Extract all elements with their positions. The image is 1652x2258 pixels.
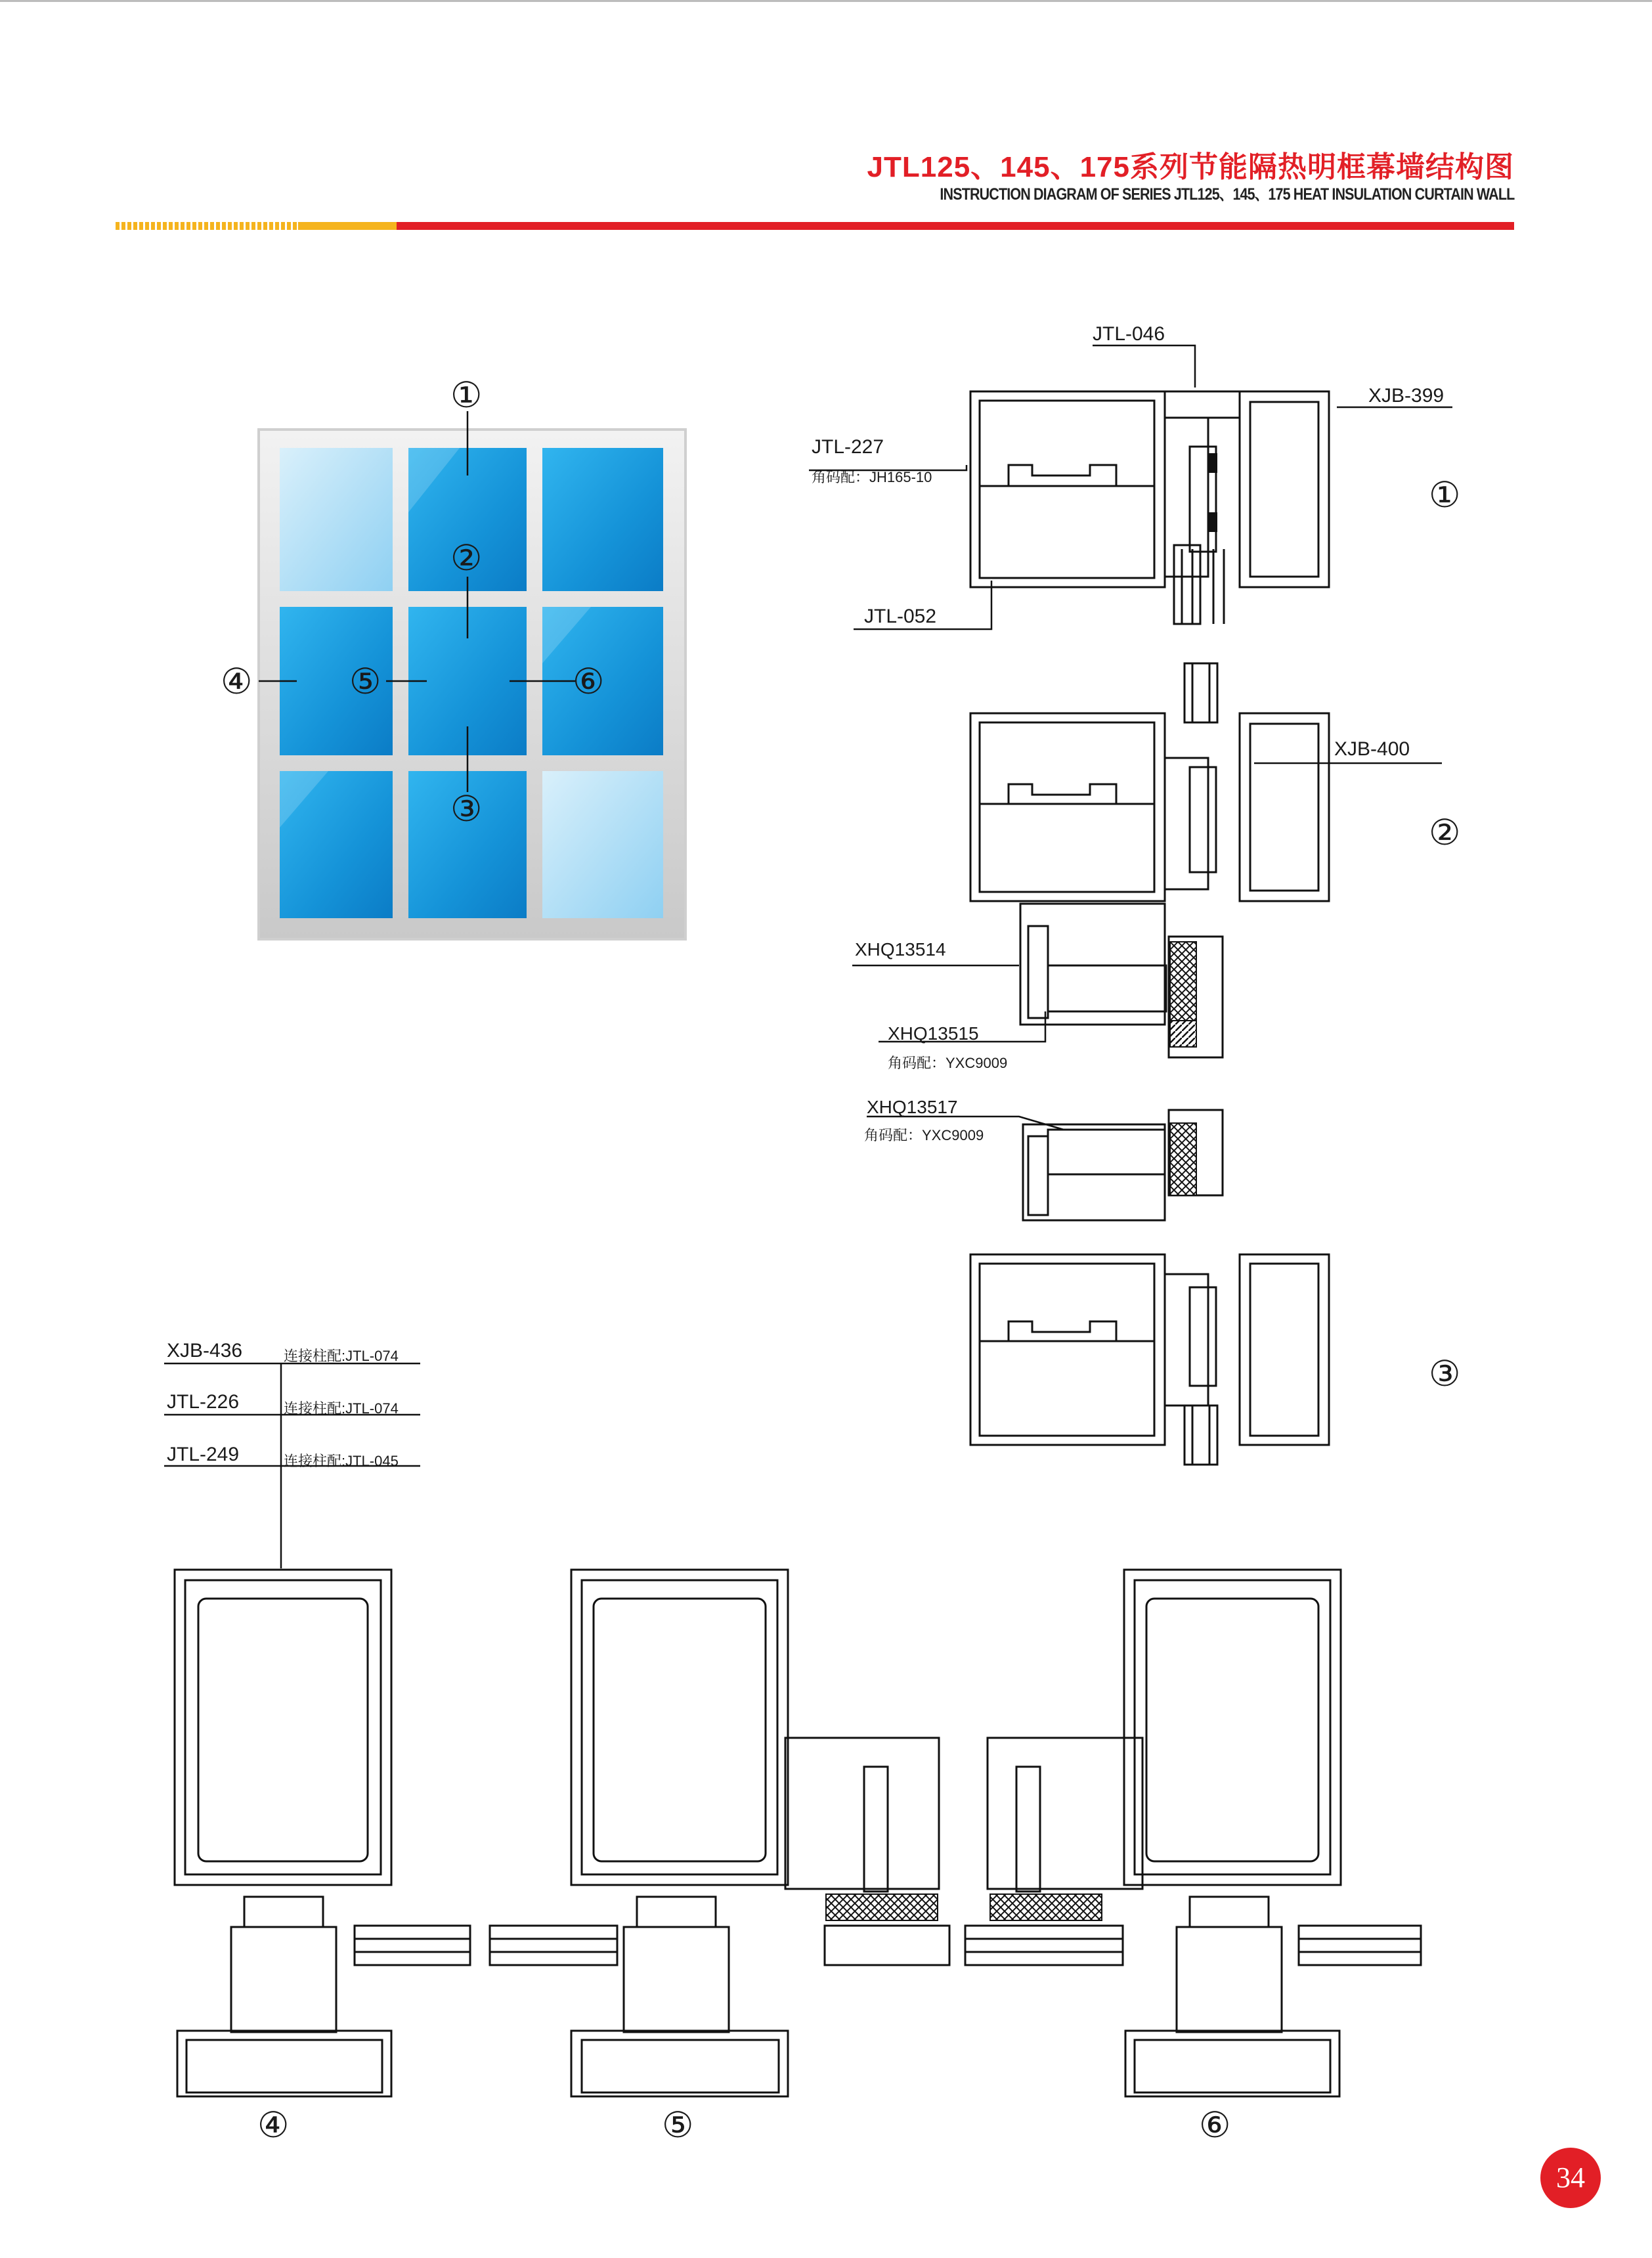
label-xjb-400: XJB-400	[1334, 738, 1410, 760]
section-3-number: ③	[1429, 1354, 1461, 1394]
label-xhq13514: XHQ13514	[855, 939, 946, 960]
section-6-profile	[965, 1570, 1421, 2096]
label-jtl-052: JTL-052	[864, 606, 937, 627]
label-xhq13517-note: 角码配：YXC9009	[864, 1127, 984, 1143]
callout-2: ②	[450, 539, 483, 578]
page-number-badge: 34	[1540, 2148, 1601, 2208]
label-xhq13515: XHQ13515	[888, 1023, 979, 1044]
label-xhq13515-note: 角码配：YXC9009	[888, 1055, 1008, 1071]
callout-6: ⑥	[573, 662, 605, 701]
label-jtl-227: JTL-227	[812, 436, 884, 458]
section-2-profile	[970, 663, 1329, 1057]
section-3-profile	[970, 1110, 1329, 1465]
section-1-number: ①	[1429, 476, 1461, 515]
legend-note-3: 连接柱配:JTL-045	[284, 1453, 399, 1469]
label-jtl-227-note: 角码配：JH165-10	[812, 469, 932, 485]
callout-1: ①	[450, 376, 483, 415]
label-xhq13517: XHQ13517	[867, 1097, 958, 1117]
callout-3: ③	[450, 789, 483, 829]
section-1-profile	[970, 391, 1329, 624]
section-5-number: ⑤	[662, 2106, 694, 2145]
legend-code-1: XJB-436	[167, 1340, 243, 1361]
legend-code-2: JTL-226	[167, 1391, 240, 1413]
curtain-wall-elevation	[257, 411, 687, 941]
callout-5: ⑤	[349, 662, 381, 701]
section-2-number: ②	[1429, 813, 1461, 852]
label-xjb-399: XJB-399	[1368, 385, 1445, 407]
page-subtitle: INSTRUCTION DIAGRAM OF SERIES JTL125、145、175 HEAT INSULATION CURTAIN WALL	[940, 185, 1514, 204]
legend-code-3: JTL-249	[167, 1444, 240, 1465]
legend-note-1: 连接柱配:JTL-074	[284, 1348, 399, 1364]
legend-note-2: 连接柱配:JTL-074	[284, 1400, 399, 1417]
section-4-number: ④	[257, 2106, 290, 2145]
page-title: JTL125、145、175系列节能隔热明框幕墙结构图	[867, 151, 1514, 183]
section-4-profile	[175, 1570, 470, 2096]
label-jtl-046: JTL-046	[1093, 323, 1165, 345]
section-5-profile	[490, 1570, 949, 2096]
section-6-number: ⑥	[1199, 2106, 1231, 2145]
callout-4: ④	[221, 662, 253, 701]
